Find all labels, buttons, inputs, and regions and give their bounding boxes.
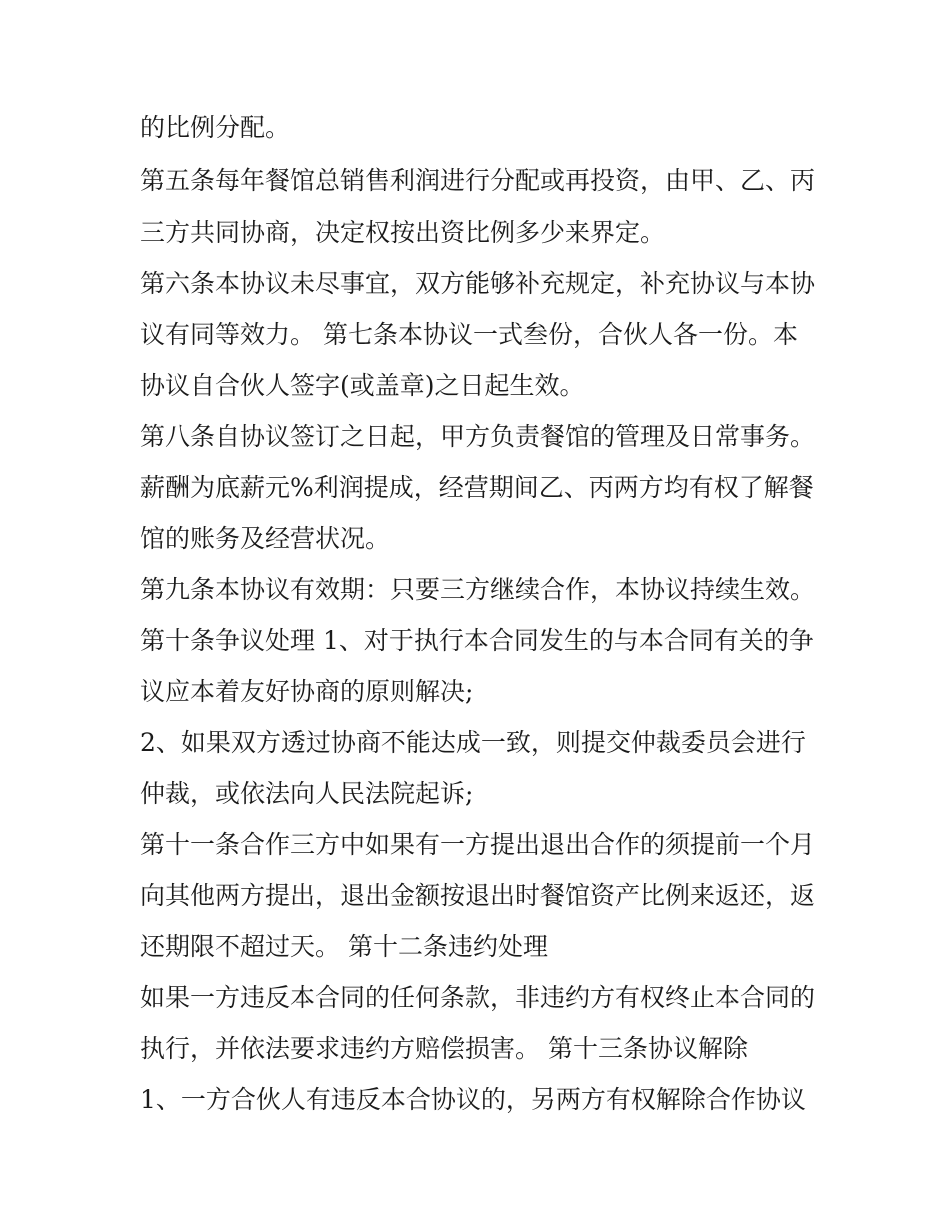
text-line: 第八条自协议签订之日起，甲方负责餐馆的管理及日常事务。 <box>140 422 816 451</box>
text-line: 第九条本协议有效期：只要三方继续合作，本协议持续生效。 <box>140 575 816 604</box>
text-line: 还期限不超过天。 第十二条违约处理 <box>140 932 548 961</box>
text-line: 2、如果双方透过协商不能达成一致，则提交仲裁委员会进行 <box>140 728 806 757</box>
text-line: 议应本着友好协商的原则解决; <box>140 677 474 706</box>
text-line: 薪酬为底薪元%利润提成，经营期间乙、丙两方均有权了解餐 <box>140 473 814 502</box>
text-line: 1、一方合伙人有违反本合协议的，另两方有权解除合作协议 <box>140 1085 806 1114</box>
text-line: 第六条本协议未尽事宜，双方能够补充规定，补充协议与本协 <box>140 269 816 298</box>
text-line: 馆的账务及经营状况。 <box>140 524 391 553</box>
text-line: 的比例分配。 <box>140 113 291 142</box>
text-line: 第五条每年餐馆总销售利润进行分配或再投资，由甲、乙、丙 <box>140 166 816 195</box>
text-line: 向其他两方提出，退出金额按退出时餐馆资产比例来返还，返 <box>140 881 816 910</box>
text-line: 执行，并依法要求违约方赔偿损害。 第十三条协议解除 <box>140 1034 748 1063</box>
text-line: 第十条争议处理 1、对于执行本合同发生的与本合同有关的争 <box>140 626 814 655</box>
text-line: 协议自合伙人签字(或盖章)之日起生效。 <box>140 371 585 400</box>
text-line: 仲裁，或依法向人民法院起诉; <box>140 779 474 808</box>
text-line: 第十一条合作三方中如果有一方提出退出合作的须提前一个月 <box>140 830 816 859</box>
text-line: 如果一方违反本合同的任何条款，非违约方有权终止本合同的 <box>140 983 816 1012</box>
text-line: 三方共同协商，决定权按出资比例多少来界定。 <box>140 218 666 247</box>
text-line: 议有同等效力。 第七条本协议一式叁份，合伙人各一份。本 <box>140 320 798 349</box>
